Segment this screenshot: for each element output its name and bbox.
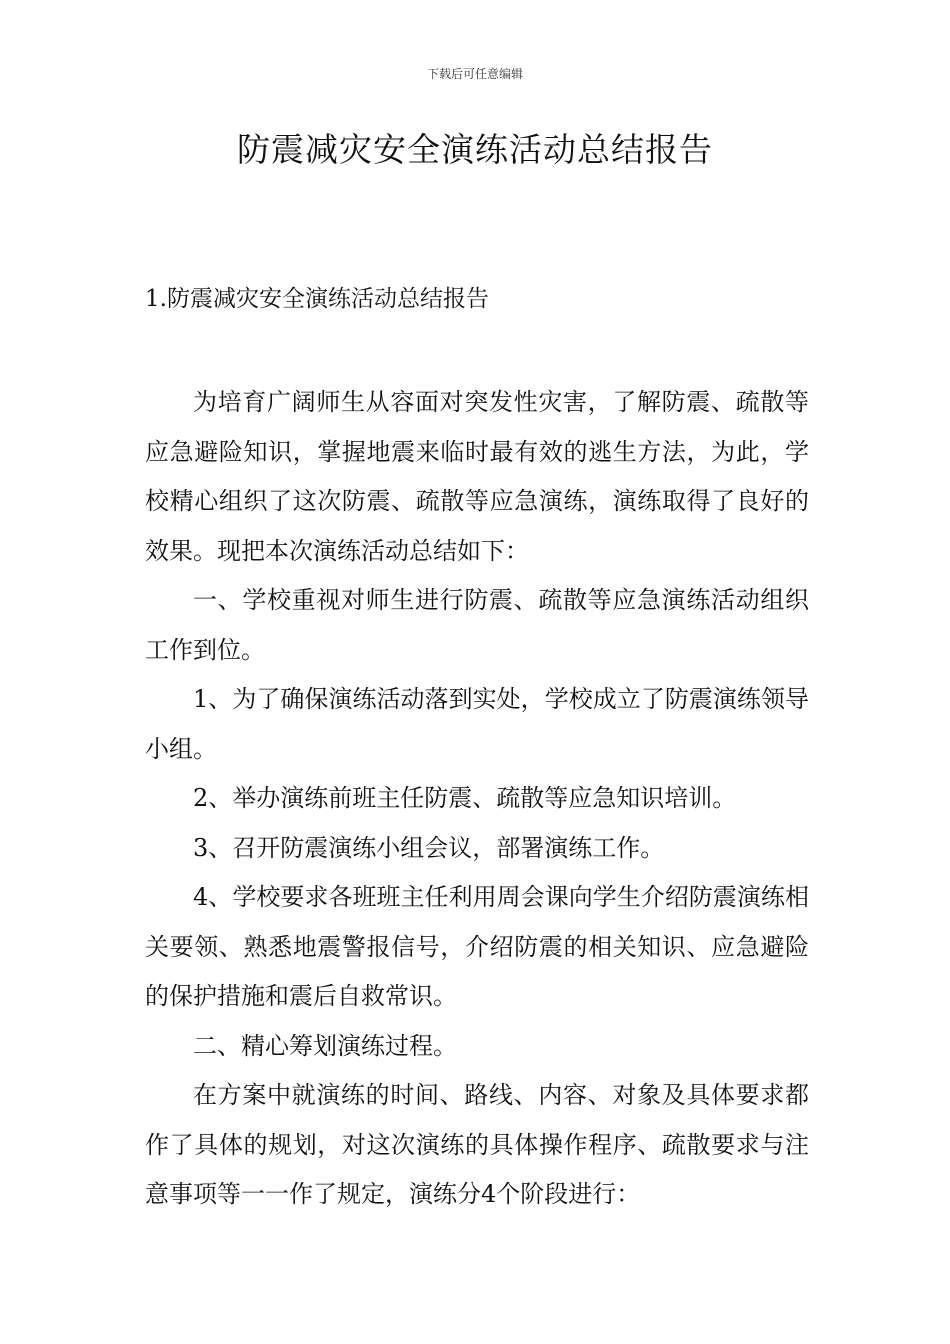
paragraph-intro: 为培育广阔师生从容面对突发性灾害，了解防震、疏散等应急避险知识，掌握地震来临时最有效的逃生方法，为此，学校精心组织了这次防震、疏散等应急演练，演练取得了良好的效果。现把本次演练活动总结如下：	[145, 388, 809, 565]
document-title: 防震减灾安全演练活动总结报告	[237, 130, 713, 169]
paragraph-item-4: 4、学校要求各班班主任利用周会课向学生介绍防震演练相关要领、熟悉地震警报信号，介绍防震的相关知识、应急避险的保护措施和震后自救常识。	[145, 883, 809, 1010]
header-note: 下载后可任意编辑	[426, 67, 523, 81]
paragraph-item-3: 3、召开防震演练小组会议，部署演练工作。	[193, 833, 665, 862]
section-heading: 1.防震减灾安全演练活动总结报告	[145, 286, 489, 312]
paragraph-item-1: 1、为了确保演练活动落到实处，学校成立了防震演练领导小组。	[145, 685, 809, 763]
paragraph-plan: 在方案中就演练的时间、路线、内容、对象及具体要求都作了具体的规划，对这次演练的具体操作程序、疏散要求与注意事项等一一作了规定，演练分4个阶段进行：	[145, 1081, 809, 1208]
paragraph-point-one: 一、学校重视对师生进行防震、疏散等应急演练活动组织工作到位。	[145, 586, 809, 664]
paragraph-point-two: 二、精心筹划演练过程。	[193, 1031, 457, 1060]
document-body	[145, 378, 809, 1220]
paragraph-item-2: 2、举办演练前班主任防震、疏散等应急知识培训。	[193, 784, 737, 812]
